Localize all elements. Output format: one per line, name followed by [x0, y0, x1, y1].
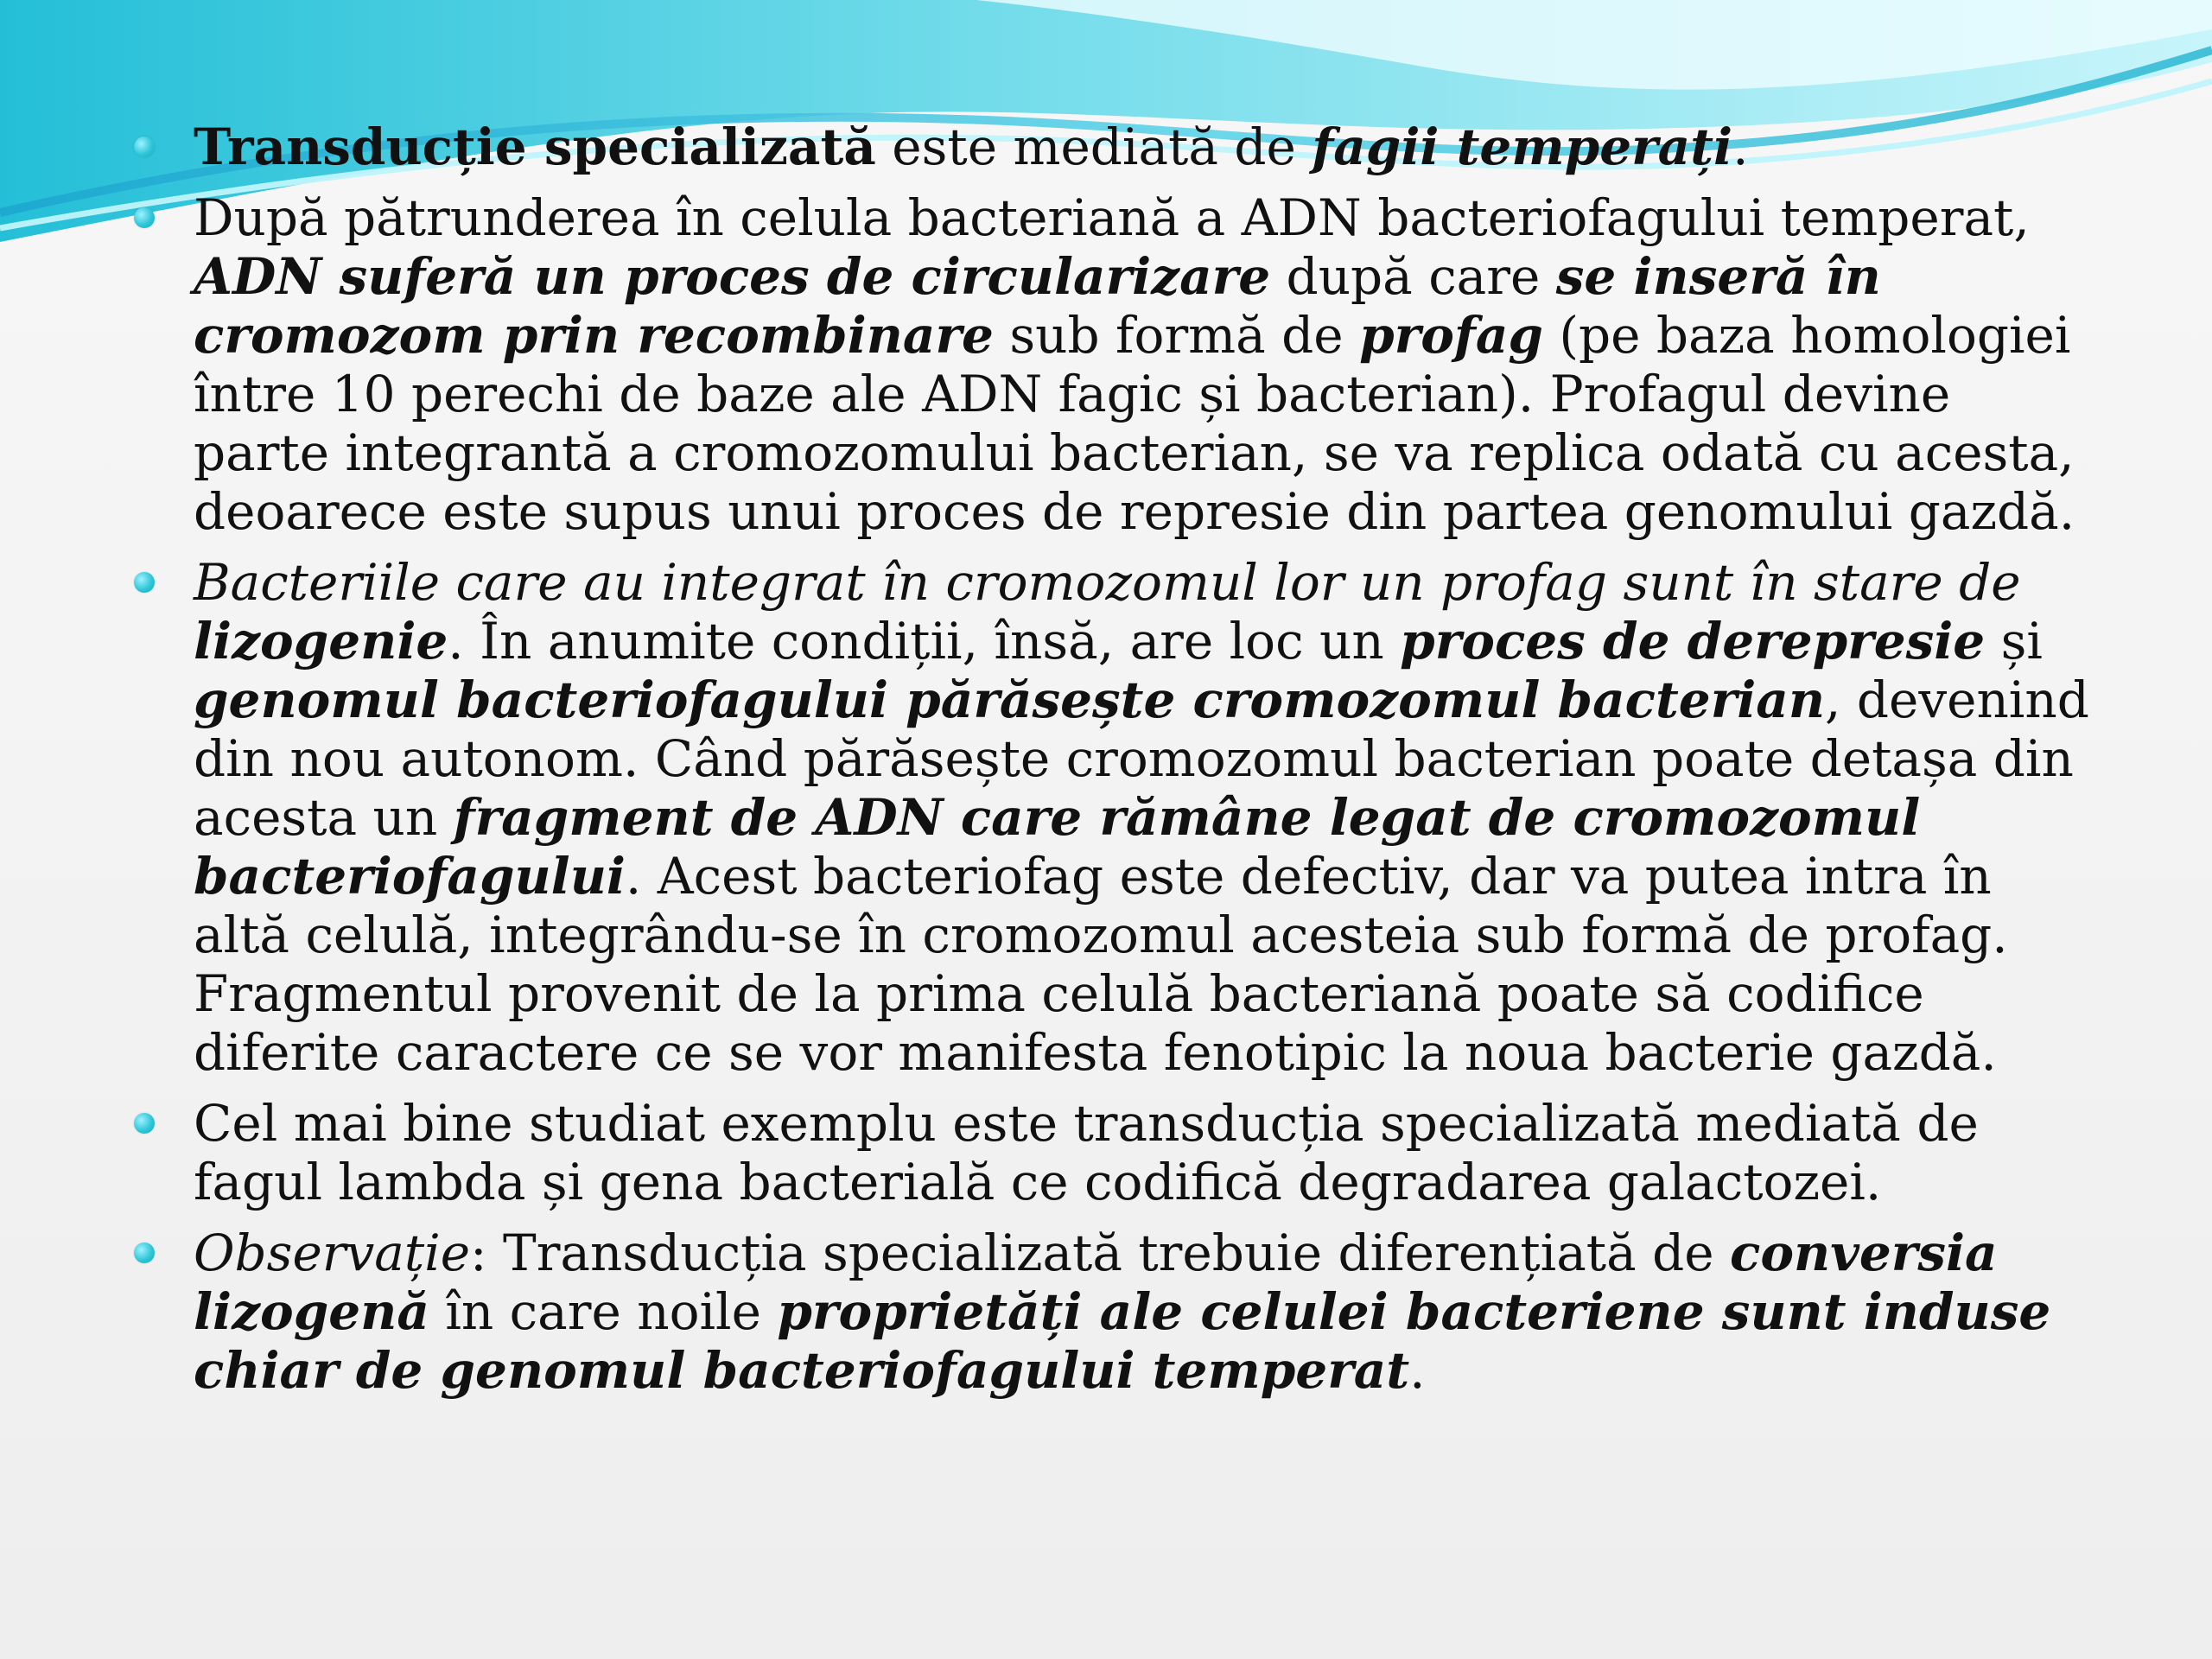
bullet-text	[194, 1224, 2091, 1400]
bullet-item	[130, 188, 2091, 541]
bullet-text-segment: și	[1985, 612, 2043, 671]
bullet-text-segment: proprietăți ale celulei bacteriene sunt induse chiar de genomul bacteriofagului temperat	[194, 1282, 2051, 1400]
bullet-text-segment: . Acest bacteriofag este defectiv, dar va putea intra în altă celulă, integrându-se în cromozomul acesteia sub formă de profag. Fragmentul provenit de la prima celulă bacteriană poate să codifice diferite caractere ce se vor manifesta fenotipic la noua bacterie gazdă.	[194, 847, 2008, 1082]
bullet-item	[130, 1094, 2091, 1211]
bullet-text-segment: este mediată de	[875, 118, 1313, 176]
bullet-text-segment: . În anumite condiții, însă, are loc un	[448, 612, 1401, 671]
bullet-item	[130, 118, 2091, 176]
bullet-text-segment: Bacteriile care au integrat în cromozomul lor un profag sunt în stare de	[194, 553, 2021, 612]
bullet-text-segment: Transducție specializată	[194, 118, 876, 176]
bullet-text-segment: Cel mai bine studiat exemplu este transducția specializată mediată de fagul lambda și gena bacterială ce codifică degradarea galactozei.	[194, 1094, 1979, 1211]
bullet-text-segment: , devenind din nou autonom. Când părăsește cromozomul bacterian poate detașa din acesta un	[194, 671, 2089, 847]
bullet-text-segment: lizogenie	[194, 612, 448, 671]
bullet-text-segment: conversia lizogenă	[194, 1224, 1998, 1341]
bullet-dot-icon	[134, 207, 155, 228]
bullet-text-segment: proces de derepresie	[1400, 612, 1986, 671]
bullet-text	[194, 188, 2091, 541]
slide-content	[130, 118, 2091, 1412]
bullet-text-segment: după care	[1270, 247, 1556, 306]
bullet-text-segment: sub formă de	[993, 306, 1360, 365]
bullet-text-segment: fagii temperați	[1312, 118, 1733, 176]
bullet-item	[130, 1224, 2091, 1400]
bullet-text-segment: se inseră în cromozom prin recombinare	[194, 247, 1881, 365]
bullet-text	[194, 118, 2091, 176]
bullet-text-segment: în care noile	[429, 1282, 778, 1341]
bullet-text-segment: .	[1409, 1341, 1426, 1400]
bullet-text-segment: fragment de ADN care rămâne legat de cromozomul bacteriofagului	[194, 788, 1921, 906]
bullet-dot-icon	[134, 1113, 155, 1134]
bullet-dot-icon	[134, 137, 155, 157]
bullet-item	[130, 553, 2091, 1082]
bullet-text	[194, 1094, 2091, 1211]
bullet-dot-icon	[134, 572, 155, 593]
bullet-text	[194, 553, 2091, 1082]
bullet-text-segment: .	[1732, 118, 1749, 176]
bullet-list	[130, 118, 2091, 1400]
bullet-text-segment: genomul bacteriofagului părăsește cromozomul bacterian	[194, 671, 1826, 729]
bullet-text-segment: (pe baza homologiei între 10 perechi de baze ale ADN fagic și bacterian). Profagul devine parte integrantă a cromozomului bacterian, se va replica odată cu acesta, deoarece este supus unui proces de represie din partea genomului gazdă.	[194, 306, 2075, 541]
bullet-text-segment: profag	[1359, 306, 1543, 365]
bullet-text-segment: ADN suferă un proces de circularizare	[194, 247, 1271, 306]
bullet-text-segment: : Transducția specializată trebuie diferențiată de	[470, 1224, 1731, 1282]
bullet-dot-icon	[134, 1243, 155, 1263]
bullet-text-segment: După pătrunderea în celula bacteriană a ADN bacteriofagului temperat,	[194, 188, 2030, 247]
bullet-text-segment: Observație	[194, 1224, 471, 1282]
